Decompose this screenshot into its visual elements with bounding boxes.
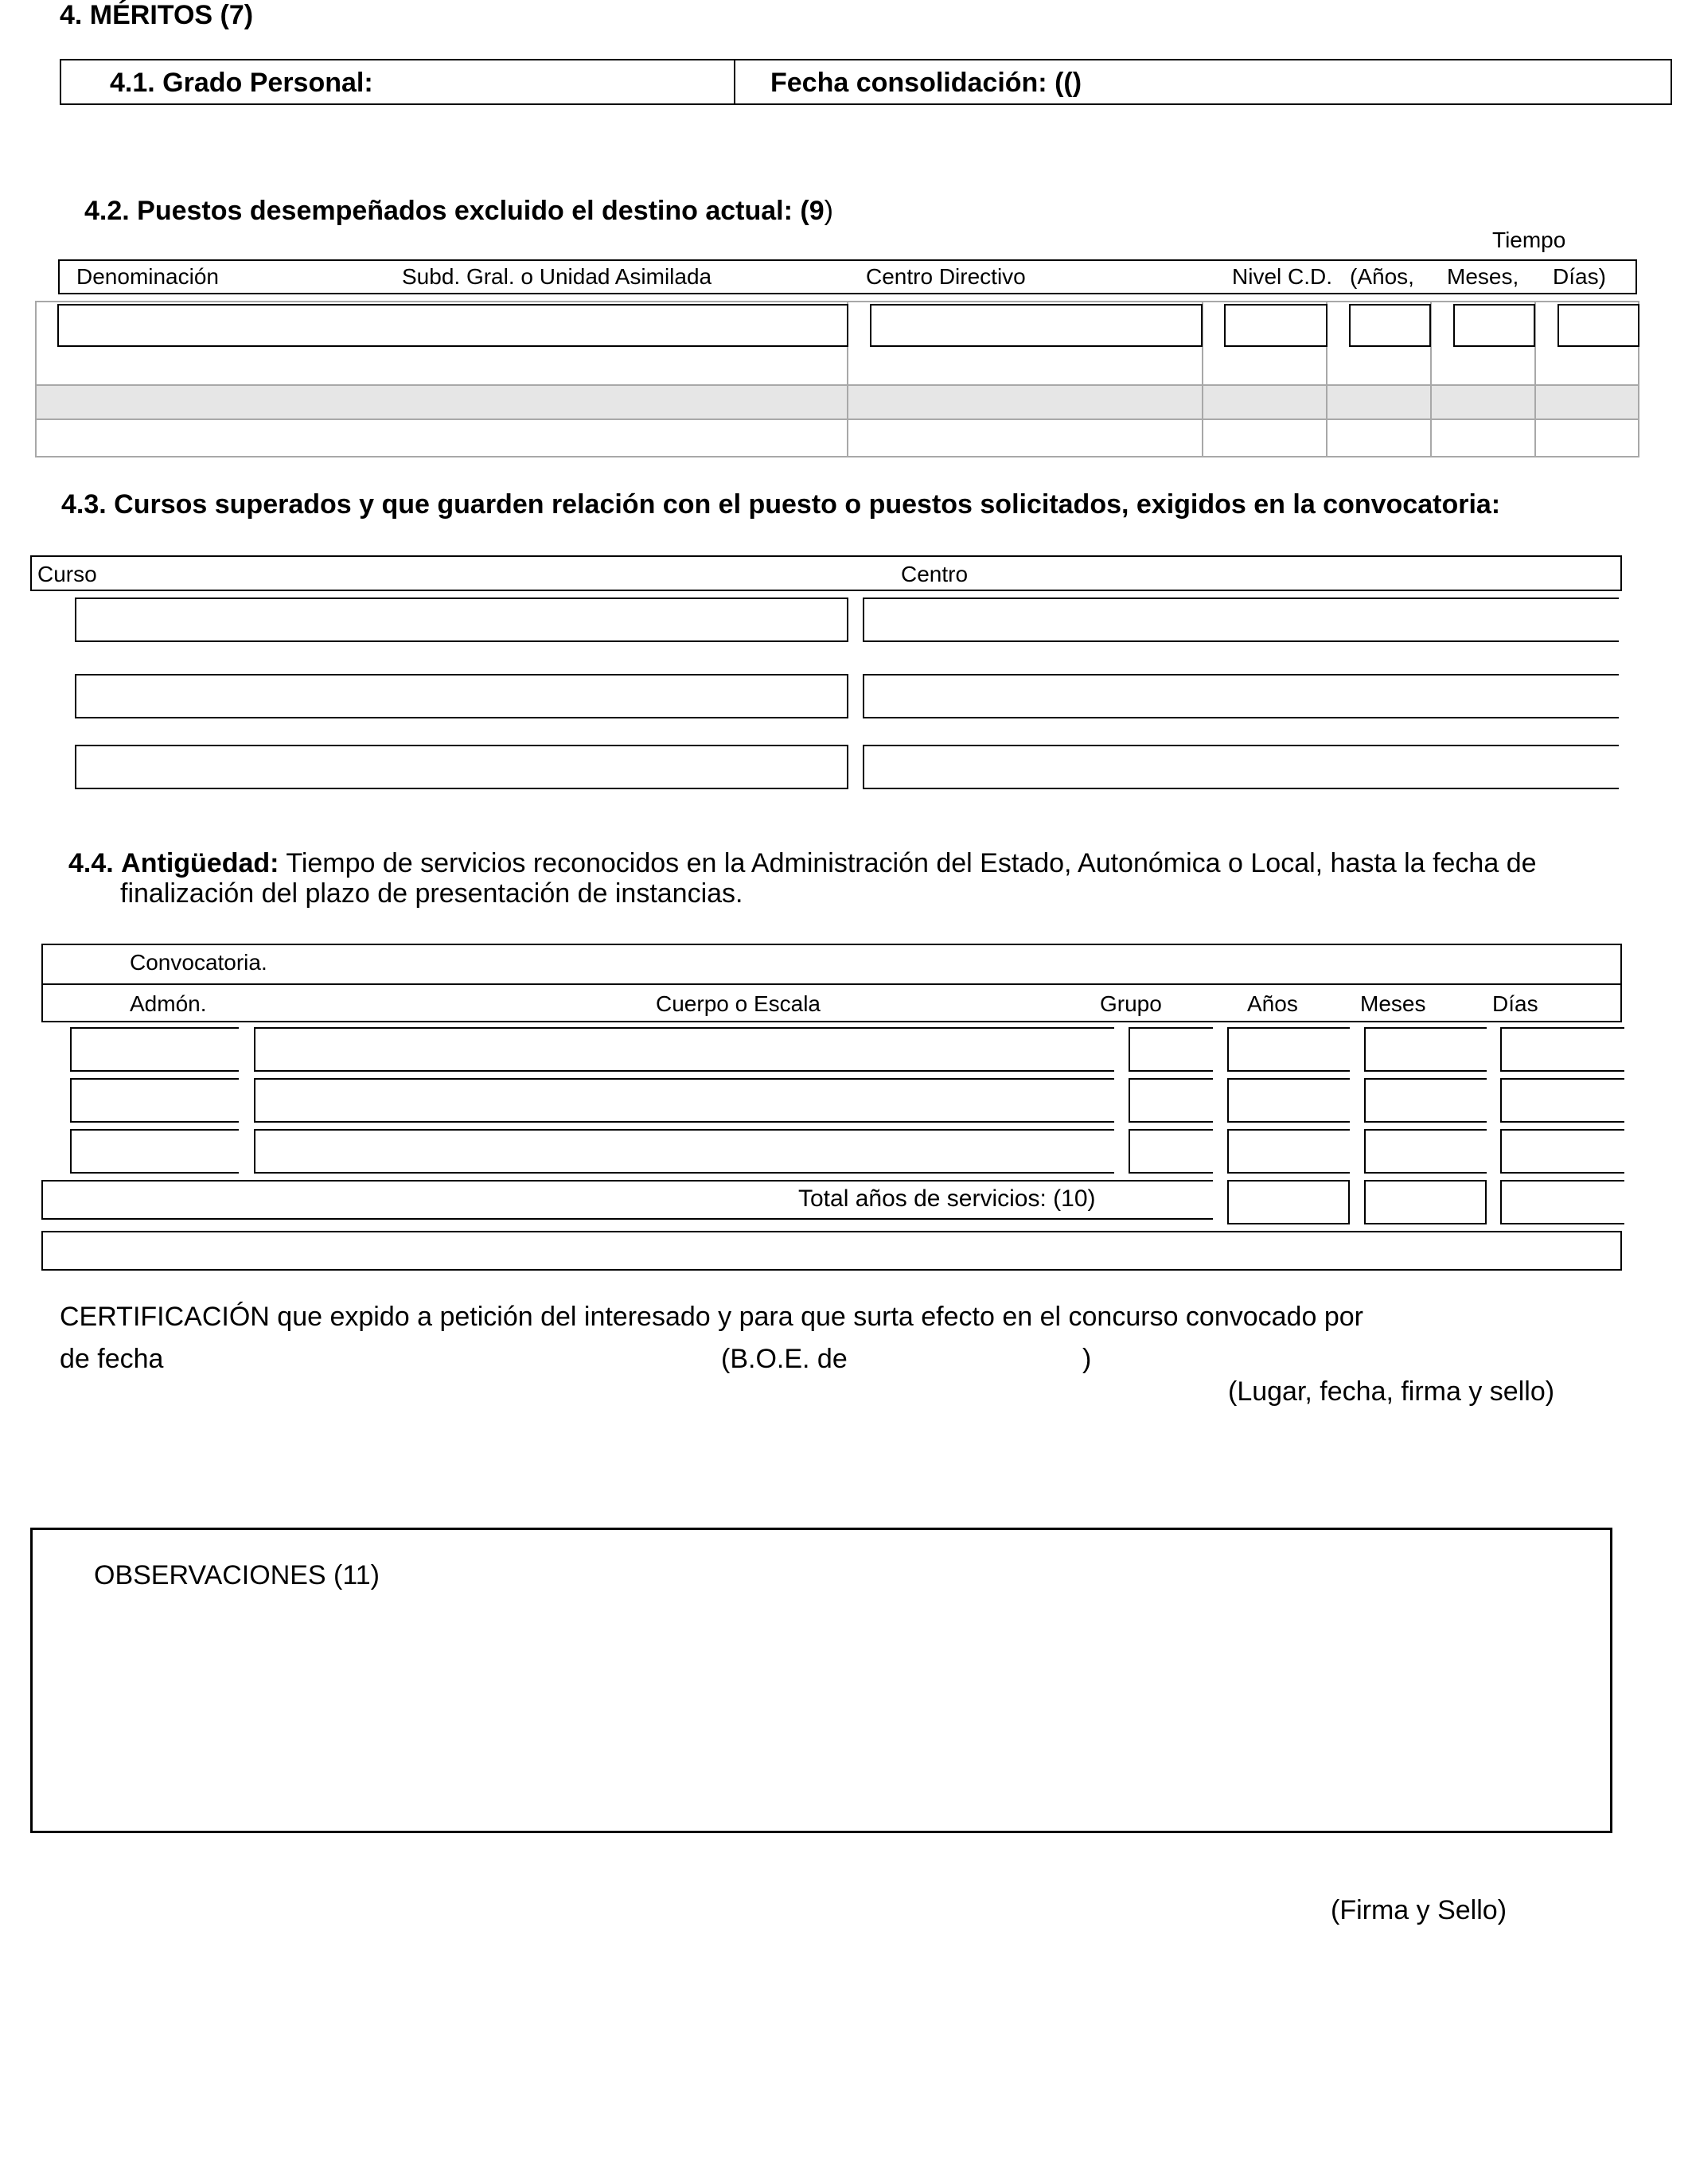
header-anos-44: Años xyxy=(1247,991,1298,1016)
anos-field-1[interactable] xyxy=(1227,1027,1350,1072)
boe-close-paren: ) xyxy=(1082,1344,1092,1374)
anos-field-3[interactable] xyxy=(1227,1129,1350,1174)
header-subd-gral: Subd. Gral. o Unidad Asimilada xyxy=(402,264,712,289)
certificacion-text: CERTIFICACIÓN que expido a petición del interesado y para que surta efecto en el concurso convocado por xyxy=(60,1302,1363,1332)
cuerpo-field-3[interactable] xyxy=(254,1129,1114,1174)
header-anos: (Años, xyxy=(1350,264,1414,289)
header-meses-44: Meses xyxy=(1360,991,1426,1016)
tiempo-label: Tiempo xyxy=(1492,228,1566,252)
antiguedad-header-divider xyxy=(41,983,1622,985)
grado-personal-label: 4.1. Grado Personal: xyxy=(110,68,373,98)
header-curso: Curso xyxy=(37,562,97,586)
antiguedad-text-line2: finalización del plazo de presentación de instancias. xyxy=(120,878,743,909)
centro-field-2[interactable] xyxy=(863,674,1619,718)
cursos-title: 4.3. Cursos superados y que guarden relación con el puesto o puestos solicitados, exigidos en la convocatoria: xyxy=(61,489,1501,520)
header-centro-directivo: Centro Directivo xyxy=(866,264,1026,289)
curso-field-1[interactable] xyxy=(75,598,848,642)
admon-field-1[interactable] xyxy=(70,1027,239,1072)
anos-field-2[interactable] xyxy=(1227,1078,1350,1123)
meses-field-3[interactable] xyxy=(1364,1129,1487,1174)
header-dias-44: Días xyxy=(1492,991,1538,1016)
admon-field-3[interactable] xyxy=(70,1129,239,1174)
grid-line xyxy=(35,456,1639,457)
centro-field-1[interactable] xyxy=(863,598,1619,642)
grid-line xyxy=(35,301,1639,302)
fecha-consolidacion-label: Fecha consolidación: (() xyxy=(770,68,1082,98)
grid-line xyxy=(35,384,1639,386)
header-centro: Centro xyxy=(901,562,969,586)
anos-field[interactable] xyxy=(1349,304,1431,347)
de-fecha-label: de fecha xyxy=(60,1344,164,1374)
grupo-field-1[interactable] xyxy=(1129,1027,1213,1072)
header-grupo: Grupo xyxy=(1100,991,1162,1016)
meses-field[interactable] xyxy=(1453,304,1535,347)
header-admon: Admón. xyxy=(130,991,207,1016)
total-dias-field[interactable] xyxy=(1500,1180,1624,1224)
centro-directivo-field[interactable] xyxy=(870,304,1203,347)
lugar-fecha-label: (Lugar, fecha, firma y sello) xyxy=(1228,1376,1555,1407)
dias-field[interactable] xyxy=(1557,304,1639,347)
grupo-field-3[interactable] xyxy=(1129,1129,1213,1174)
section-title: 4. MÉRITOS (7) xyxy=(60,0,254,30)
total-meses-field[interactable] xyxy=(1364,1180,1487,1224)
antiguedad-title: 4.4. Antigüedad: Tiempo de servicios reconocidos en la Administración del Estado, Autonómica o Local, hasta la fecha de xyxy=(68,848,1537,878)
denominacion-field[interactable] xyxy=(57,304,848,347)
dias-field-2[interactable] xyxy=(1500,1078,1624,1123)
header-denominacion: Denominación xyxy=(76,264,219,289)
antiguedad-extra-box xyxy=(41,1231,1622,1271)
total-servicios-label: Total años de servicios: (10) xyxy=(798,1185,1096,1212)
header-nivel-cd: Nivel C.D. xyxy=(1232,264,1333,289)
curso-field-2[interactable] xyxy=(75,674,848,718)
grupo-field-2[interactable] xyxy=(1129,1078,1213,1123)
nivel-cd-field[interactable] xyxy=(1224,304,1327,347)
puestos-title: 4.2. Puestos desempeñados excluido el destino actual: (9) xyxy=(84,196,833,226)
admon-field-2[interactable] xyxy=(70,1078,239,1123)
centro-field-3[interactable] xyxy=(863,745,1619,789)
grado-divider xyxy=(734,59,735,105)
grid-line xyxy=(35,301,37,457)
header-cuerpo-escala: Cuerpo o Escala xyxy=(656,991,821,1016)
dias-field-1[interactable] xyxy=(1500,1027,1624,1072)
curso-field-3[interactable] xyxy=(75,745,848,789)
convocatoria-label: Convocatoria. xyxy=(130,950,267,975)
total-anos-field[interactable] xyxy=(1227,1180,1350,1224)
firma-sello-label: (Firma y Sello) xyxy=(1331,1895,1507,1925)
cuerpo-field-2[interactable] xyxy=(254,1078,1114,1123)
puestos-shaded-row xyxy=(36,385,1639,419)
meses-field-2[interactable] xyxy=(1364,1078,1487,1123)
dias-field-3[interactable] xyxy=(1500,1129,1624,1174)
cuerpo-field-1[interactable] xyxy=(254,1027,1114,1072)
header-dias: Días) xyxy=(1553,264,1606,289)
boe-label: (B.O.E. de xyxy=(721,1344,848,1374)
grid-line xyxy=(35,419,1639,420)
header-meses: Meses, xyxy=(1447,264,1519,289)
cursos-header-box xyxy=(30,555,1622,591)
meses-field-1[interactable] xyxy=(1364,1027,1487,1072)
observaciones-label: OBSERVACIONES (11) xyxy=(94,1560,380,1590)
